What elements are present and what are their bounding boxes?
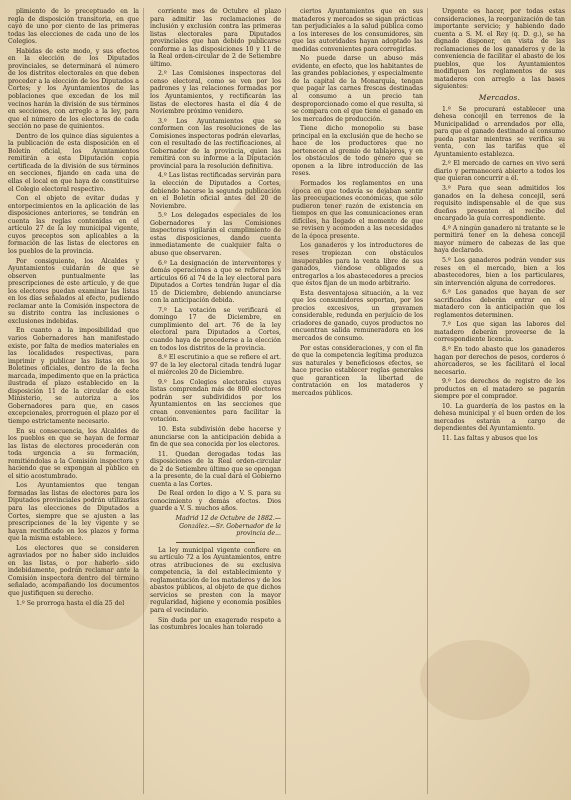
paragraph: Con el objeto de evitar dudas y entorpecimientos en la aplicación de las disposiciones anteriores, se tendrán en cuenta las reglas contenidas en el artículo 27 de la ley municipal vigente, cuyos preceptos son aplicables a la formación de las listas de electores en los pueblos de la provincia. [8, 195, 139, 255]
signature-line: Madrid 12 de Octubre de 1882.—González.—Sr. Gobernador de la provincia de... [175, 515, 281, 538]
paragraph: 2.º El mercado de carnes en vivo será diario y permanecerá abierto a todos los que quieran concurrir a él. [434, 160, 565, 183]
paragraph: En su consecuencia, los Alcaldes de los pueblos en que se hayan de formar las listas de electores procederán con toda urgencia a su formación, remitiéndolas a la Comisión inspectora y haciendo que se expongan al público en el sitio acostumbrado. [8, 427, 139, 480]
paragraph: Urgente es hacer, por todas estas consideraciones, la reorganización de tan importante servicio; y habiendo dado cuenta a S. M. el Rey (q. D. g.), se ha dignado disponer, en vista de las reclamaciones de los ganaderos y de la conveniencia de facilitar el abasto de los pueblos, que los Ayuntamientos modifiquen los reglamentos de sus mataderos con arreglo a las bases siguientes: [434, 8, 565, 91]
paragraph: 6.º Los ganados que hayan de ser sacrificados deberán entrar en el matadero con la anticipación que los reglamentos determinen. [434, 289, 565, 319]
column-3 [292, 8, 428, 794]
paragraph: 1.º Se prorroga hasta el día 25 del [16, 599, 125, 607]
paragraph: Sin duda por un exagerado respeto a las costumbres locales han tolerado [150, 616, 281, 632]
paragraph: 5.º Los delegados especiales de los Gobernadores y las Comisiones inspectoras vigilarán el cumplimiento de estas disposiciones, dando cuenta inmediatamente de cualquier falta o abuso que observaren. [150, 212, 281, 257]
paragraph: Por estas consideraciones, y con el fin de que la competencia legítima produzca sus naturales y beneficiosos efectos, se hace preciso establecer reglas generales que garanticen la libertad de contratación en los mataderos y mercados públicos. [292, 344, 423, 397]
column-2 [150, 8, 286, 794]
paragraph: De Real orden lo digo a V. S. para su conocimiento y demás efectos. Dios guarde a V. S. muchos años. [150, 490, 281, 513]
paragraph: Esta desventajosa situación, a la vez que los consumidores soportan, por los precios excesivos, un gravamen considerable, redunda en perjuicio de los criadores de ganado, cuyos productos no encuentran salida remuneradora en los mercados de consumo. [292, 289, 423, 342]
column-1 [8, 8, 144, 794]
paragraph: 1.º Se procurará establecer una dehesa concejil en terrenos de la Municipalidad o arrendados por ella, para que el ganado destinado al consumo pueda pastar mientras se verifica su venta, con las tarifas que el Ayuntamiento establezca. [434, 105, 565, 158]
paragraph: 9.º Los Colegios electorales cuyas listas comprendan más de 800 electores podrán ser subdivididos por los Ayuntamientos en las secciones que crean convenientes para facilitar la votación. [150, 378, 281, 424]
paragraph: 9.º Los derechos de registro de los productos en el matadero se pagarán siempre por el comprador. [434, 378, 565, 401]
paragraph: ciertos Ayuntamientos que en sus mataderos y mercados se sigan prácticas tan perjudiciales a la salud pública como a los intereses de los consumidores, sin que las autoridades hayan adoptado las medidas convenientes para corregirlas. [292, 8, 423, 53]
paragraph: 6.º La designación de interventores y demás operaciones a que se refieren los artículos 66 al 74 de la ley electoral para Diputados a Cortes tendrán lugar el día 15 de Diciembre, debiendo anunciarse con la anticipación debida. [150, 259, 281, 305]
section-divider [176, 542, 255, 543]
paragraph: Los ganaderos y los introductores de reses tropiezan con obstáculos insuperables para la venta libre de sus ganados, viéndose obligados a entregarlos a los abastecedores a precios que éstos fijan de un modo arbitrario. [292, 242, 423, 288]
paragraph: Tiene dicho monopolio su base principal en la exclusión que de hecho se hace de los productores que no pertenecen al gremio de tablajeros, y en los obstáculos de todo género que se oponen a la libre introducción de las reses. [292, 125, 423, 178]
text-columns [8, 8, 565, 794]
paragraph: 11. Las faltas y abusos que los [442, 434, 538, 442]
column-4 [434, 8, 565, 794]
paragraph: 5.º Los ganaderos podrán vender sus reses en el mercado, bien a los abastecedores, bien a los particulares, sin intervención alguna de corredores. [434, 256, 565, 287]
paragraph: En cuanto a la imposibilidad que varios Gobernadores han manifestado existe, por falta de medios materiales en las localidades respectivas, para imprimir y publicar las listas en los Boletines oficiales, dentro de la fecha marcada, impedimento que en la práctica ilustrada el plazo establecido en la disposición 11 de la circular de este Ministerio, se autoriza a los Gobernadores para que, en casos excepcionales, prorroguen el plazo por el tiempo estrictamente necesario. [8, 327, 139, 425]
paragraph: La ley municipal vigente confiere en su artículo 72 a los Ayuntamientos, entre otras atribuciones de su exclusiva competencia, la del establecimiento y reglamentación de los mataderos y de los abastos públicos, al objeto de que dichos servicios se presten con la mayor regularidad, higiene y economía posibles para el vecindario. [150, 546, 281, 615]
paragraph: Formados los reglamentos en una época en que todavía se dejaban sentir las preocupaciones económicas, que sólo pudieron tener razón de existencia en tiempos en que las comunicaciones eran difíciles, ha llegado el momento de que se revisen y acomoden a las necesidades de la época presente. [292, 180, 423, 240]
paragraph: No puede darse un abuso más evidente, en efecto, que los habitantes de las grandes poblaciones, y especialmente de la capital de la Monarquía, tengan que pagar las carnes frescas destinadas al consumo a un precio tan desproporcionado como el que resulta, si se compara con el que tiene el ganado en los mercados de producción. [292, 55, 423, 123]
paragraph: 4.º A ningún ganadero ni tratante se le permitirá tener en la dehesa concejil mayor número de cabezas de las que haya declarado. [434, 224, 565, 255]
paragraph: 11. Quedan derogadas todas las disposiciones de la Real orden-circular de 2 de Setiembre último que se opongan a la presente, de la cual dará el Gobierno cuenta a las Cortes. [150, 450, 281, 488]
paragraph: 7.º Los que sigan las labores del matadero deberán proveerse de la correspondiente licencia. [434, 321, 565, 344]
paragraph: 8.º En todo abasto que los ganaderos hagan por derechos de pesos, corderos ó ahorcaderos, se les facilitará el local necesario. [434, 345, 565, 376]
paragraph: 3.º Los Ayuntamientos que se conformen con las resoluciones de las Comisiones inspectoras podrán elevarlas, con el resultado de las rectificaciones, al Gobernador de la provincia, quien las remitirá con su informe a la Diputación provincial para la resolución definitiva. [150, 117, 281, 170]
paragraph: Los Ayuntamientos que tengan formadas las listas de electores para los Diputados provinciales podrán utilizarlas para las elecciones de Diputados a Cortes, siempre que se ajusten a las prescripciones de la ley vigente y se hayan rectificado en los plazos y forma que la misma establece. [8, 482, 139, 543]
paragraph: 7.º La votación se verificará el domingo 17 de Diciembre, en cumplimiento del art. 76 de la ley electoral para Diputados a Cortes, cuando haya de procederse a la elección en todos los distritos de la provincia. [150, 306, 281, 352]
paragraph: corriente mes de Octubre el plazo para admitir las reclamaciones de inclusión y exclusión contra las primeras listas electorales para Diputados provinciales que han debido publicarse conforme a las disposiciones 10 y 11 de la Real orden-circular de 2 de Setiembre último. [150, 8, 281, 68]
section-heading: Mercados. [478, 93, 521, 103]
paragraph: 10. Esta subdivisión debe hacerse y anunciarse con la anticipación debida a fin de que sea conocida por los electores. [150, 425, 281, 449]
paragraph: 8.º El escrutinio a que se refiere el art. 97 de la ley electoral citada tendrá lugar el miércoles 20 de Diciembre. [150, 354, 281, 377]
paragraph: 3.º Para que sean admitidos los ganados en la dehesa concejil, será requisito indispensable el de que sus dueños presenten al recibo del encargado la guía correspondiente. [434, 185, 565, 223]
paragraph: Dentro de los quince días siguientes a la publicación de esta disposición en el Boletín oficial, los Ayuntamientos remitirán a esta Diputación copia certificada de la división de sus términos en secciones, fijando en cada una de ellas el local en que haya de constituirse el Colegio electoral respectivo. [8, 132, 139, 193]
paragraph: plimiento de lo preceptuado en la regla de disposición transitoria, en que cayó de uno por ciento de las primeras todas las elecciones de cada uno de los Colegios. [8, 8, 139, 46]
paragraph: Los electores que se consideren agraviados por no haber sido incluidos en las listas, o por haberlo sido indebidamente, podrán reclamar ante la Comisión inspectora dentro del término señalado, acompañando los documentos que justifiquen su derecho. [8, 544, 139, 598]
paragraph: 10. La guardería de los pastos en la dehesa municipal y el buen orden de los mercados estarán a cargo de dependientes del Ayuntamiento. [434, 402, 565, 433]
paragraph: 4.º Las listas rectificadas servirán para la elección de Diputados a Cortes, debiendo hacerse la segunda publicación en el Boletín oficial antes del 20 de Noviembre. [150, 172, 281, 210]
paragraph: Habidas de este modo, y sus efectos en la elección de los Diputados provinciales, se determinará el número de los distritos electorales en que deben proceder a la elección de los Diputados a Cortes; y los Ayuntamientos de las poblaciones que excedan de los mil vecinos harán la división de sus términos en secciones, con arreglo a la ley, para que el número de los electores de cada sección no pase de quinientos. [8, 47, 139, 131]
paragraph: 2.º Las Comisiones inspectoras del censo electoral, como se ven por los padrones y las relaciones formadas por los Ayuntamientos, y rectificarán las listas de electores hasta el día 4 de Noviembre próximo venidero. [150, 70, 281, 116]
paragraph: Por consiguiente, los Alcaldes y Ayuntamientos cuidarán de que se observen puntualmente las prescripciones de este artículo, y de que los electores puedan examinar las listas en los días señalados al efecto, pudiendo reclamar ante la Comisión inspectora de su distrito contra las inclusiones o exclusiones indebidas. [8, 257, 139, 325]
